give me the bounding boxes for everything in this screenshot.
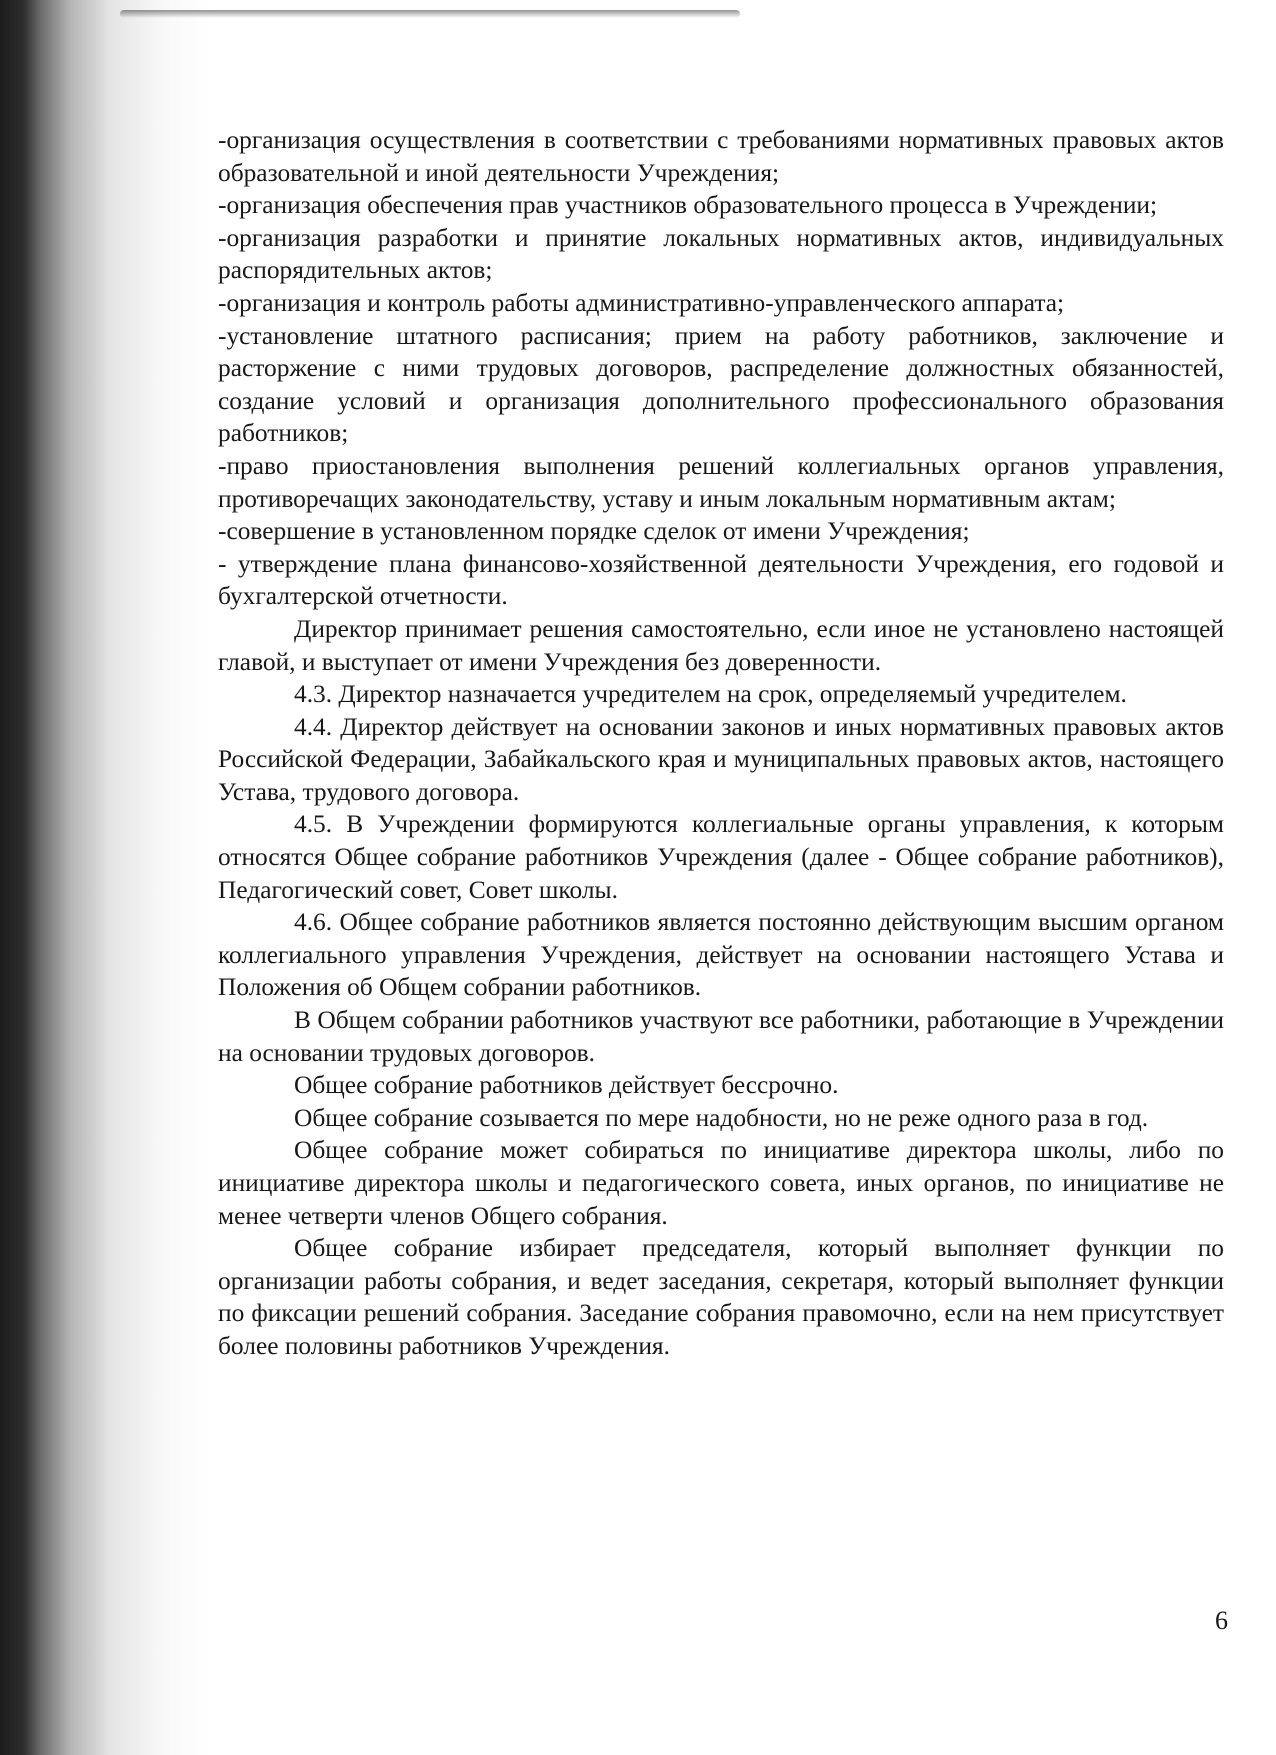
list-item-transactions: -совершение в установленном порядке сделок от имени Учреждения; (218, 517, 970, 546)
paragraph-director-decisions: Директор принимает решения самостоятельно, если иное не установлено настоящей главой, и выступает от имени Учреждения без доверенности. (218, 614, 1224, 676)
list-item-staffing: -установление штатного расписания; прием на работу работников, заключение и расторжение с ними трудовых договоров, распределение должностных обязанностей, создание условий и организация дополнительного профессионального образования работников; (218, 321, 1224, 448)
paragraph-4-6: 4.6. Общее собрание работников является постоянно действующим высшим органом коллегиального управления Учреждения, действует на основании настоящего Устава и Положения об Общем собрании работников. (218, 908, 1224, 1002)
document-body (218, 124, 1224, 1363)
paragraph-4-4: 4.4. Директор действует на основании законов и иных нормативных правовых актов Российской Федерации, Забайкальского края и муниципальных правовых актов, настоящего Устава, трудового договора. (218, 712, 1224, 806)
list-item-local-acts: -организация разработки и принятие локальных нормативных актов, индивидуальных распорядительных актов; (218, 223, 1224, 285)
list-item-suspension-right: -право приостановления выполнения решений коллегиальных органов управления, противоречащих законодательству, уставу и иным локальным нормативным актам; (218, 451, 1224, 513)
paragraph-assembly-convening: Общее собрание созывается по мере надобности, но не реже одного раза в год. (294, 1103, 1149, 1132)
list-item-organization-activity: -организация осуществления в соответствии с требованиями нормативных правовых актов образовательной и иной деятельности Учреждения; (218, 126, 1224, 187)
list-item-financial-plan: - утверждение плана финансово-хозяйственной деятельности Учреждения, его годовой и бухгалтерской отчетности. (218, 549, 1224, 611)
page-number: 6 (1215, 1606, 1228, 1635)
paragraph-4-3: 4.3. Директор назначается учредителем на срок, определяемый учредителем. (294, 680, 1127, 709)
list-item-participant-rights: -организация обеспечения прав участников образовательного процесса в Учреждении; (218, 191, 1158, 220)
paragraph-assembly-term: Общее собрание работников действует бессрочно. (294, 1071, 839, 1100)
paragraph-assembly-members: В Общем собрании работников участвуют все работники, работающие в Учреждении на основании трудовых договоров. (218, 1006, 1224, 1067)
paragraph-assembly-chair: Общее собрание избирает председателя, который выполняет функции по организации работы собрания, и ведет заседания, секретаря, который выполняет функции по фиксации решений собрания. Заседание собрания правомочно, если на нем присутствует более половины работников Учреждения. (218, 1234, 1224, 1360)
paragraph-assembly-initiative: Общее собрание может собираться по инициативе директора школы, либо по инициативе директора школы и педагогического совета, иных органов, по инициативе не менее четверти членов Общего собрания. (218, 1136, 1224, 1230)
list-item-admin-control: -организация и контроль работы административно-управленческого аппарата; (218, 288, 1065, 317)
scan-edge-shadow (120, 10, 740, 18)
paragraph-4-5: 4.5. В Учреждении формируются коллегиальные органы управления, к которым относятся Общее собрание работников Учреждения (далее - Общее собрание работников), Педагогический совет, Совет школы. (218, 810, 1224, 904)
